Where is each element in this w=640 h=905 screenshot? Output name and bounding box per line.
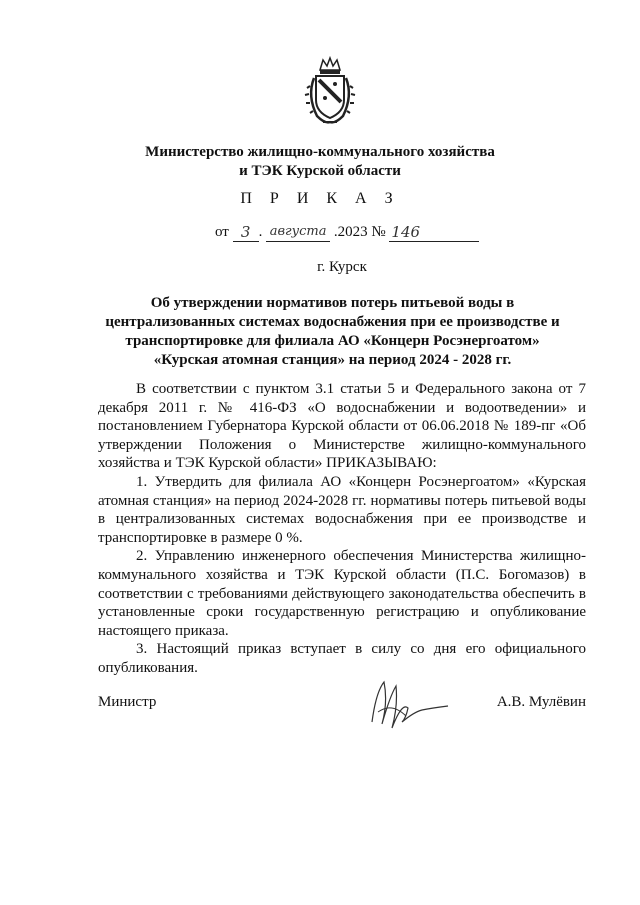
coat-of-arms-icon xyxy=(303,56,357,128)
city: г. Курск xyxy=(317,259,367,275)
order-item-1: 1. Утвердить для филиала АО «Концерн Росэнергоатом» «Курская атомная станция» на период 2024-2028 гг. нормативы потерь питьевой воды в централизованных системах водоснабжения при ее производстве и транспортировке в размере 0 %. xyxy=(98,473,586,546)
ministry-name-line2: и ТЭК Курской области xyxy=(239,163,401,179)
handwritten-month: августа xyxy=(266,222,330,242)
order-title: Об утверждении нормативов потерь питьевой воды в централизованных системах водоснабжения при ее производстве и транспортировке для филиала АО «Концерн Росэнергоатом» «Курская атомная станция» на период 2024 - 2028 гг. xyxy=(105,295,560,368)
handwritten-day: 3 xyxy=(233,222,259,242)
handwritten-signature-icon xyxy=(362,672,452,734)
document-type: П Р И К А З xyxy=(240,190,400,207)
order-body xyxy=(98,380,586,678)
signatory-position: Министр xyxy=(98,694,157,710)
ministry-name-line1: Министерство жилищно-коммунального хозяйства xyxy=(145,144,495,160)
date-prefix: от xyxy=(215,224,229,240)
order-item-2: 2. Управлению инженерного обеспечения Министерства жилищно-коммунального хозяйства и ТЭК Курской области (П.С. Богомазов) в соответствии с требованиями действующего законодательства обеспечить в установленные сроки государственную регистрацию и опубликование настоящего приказа. xyxy=(98,548,586,639)
signatory-name: А.В. Мулёвин xyxy=(496,694,586,710)
date-number-line: от 3 . августа .2023 № 146 xyxy=(215,222,479,242)
year-and-number-label: .2023 № xyxy=(333,224,386,240)
intro-paragraph: В соответствии с пунктом 3.1 статьи 5 и Федерального закона от 7 декабря 2011 г. № 416-ФЗ «О водоснабжении и водоотведении» и постановлением Губернатора Курской области от 06.06.2018 № 189-пг «Об утверждении Положения о Министерстве жилищно-коммунального хозяйства и ТЭК Курской области» ПРИКАЗЫВАЮ: xyxy=(98,381,586,472)
handwritten-order-number: 146 xyxy=(389,222,479,242)
order-item-3: 3. Настоящий приказ вступает в силу со дня его официального опубликования. xyxy=(98,641,586,676)
